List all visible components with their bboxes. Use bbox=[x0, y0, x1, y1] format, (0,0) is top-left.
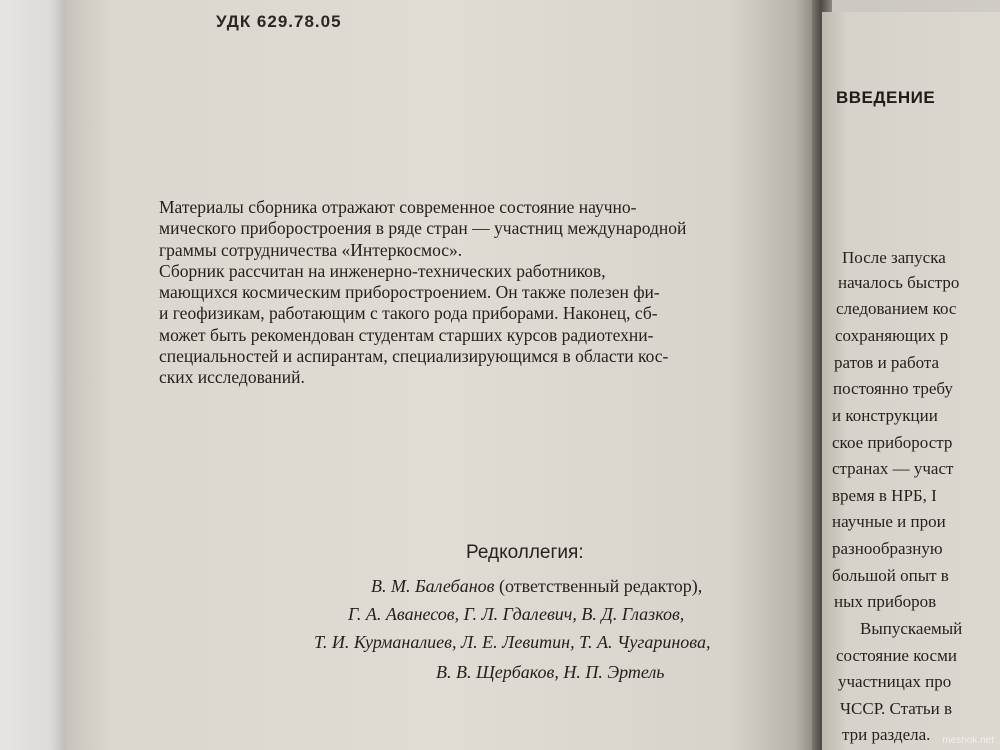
watermark: meshok.net bbox=[942, 735, 994, 746]
editorial-board-line: Г. А. Аванесов, Г. Л. Гдалевич, В. Д. Глазков, bbox=[348, 604, 685, 624]
abstract-line: мического приборостроения в ряде стран — участниц международной bbox=[159, 218, 687, 239]
udc-code: УДК 629.78.05 bbox=[216, 12, 342, 31]
introduction-line: и конструкции bbox=[832, 406, 938, 425]
introduction-line: ных приборов bbox=[834, 592, 937, 611]
abstract-line: мающихся космическим приборостроением. Он также полезен фи- bbox=[159, 282, 660, 303]
introduction-line: странах — участ bbox=[832, 459, 954, 478]
introduction-line: научные и прои bbox=[832, 512, 946, 531]
abstract bbox=[159, 197, 822, 389]
abstract-line: ских исследований. bbox=[159, 367, 305, 388]
right-page bbox=[822, 12, 1000, 750]
introduction-line: постоянно требу bbox=[833, 379, 953, 398]
introduction-line: участницах про bbox=[838, 672, 952, 691]
left-page bbox=[66, 0, 822, 750]
introduction-line: ратов и работа bbox=[834, 353, 940, 372]
introduction-line: разнообразную bbox=[832, 539, 943, 558]
editorial-board-title: Редколлегия: bbox=[466, 542, 584, 563]
chief-editor-note: (ответственный редактор), bbox=[494, 576, 703, 596]
introduction-line: началось быстро bbox=[838, 273, 960, 292]
editorial-board-line bbox=[371, 573, 702, 599]
abstract-line: граммы сотрудничества «Интеркосмос». bbox=[159, 239, 463, 260]
editorial-board-line: Т. И. Курманалиев, Л. Е. Левитин, Т. А. Чугаринова, bbox=[314, 632, 711, 652]
introduction-heading: ВВЕДЕНИЕ bbox=[836, 88, 936, 107]
introduction-line: ское приборостр bbox=[832, 433, 953, 452]
abstract-line: Сборник рассчитан на инженерно-технических работников, bbox=[159, 260, 606, 281]
introduction-line: Выпускаемый bbox=[860, 619, 963, 638]
abstract-line: специальностей и аспирантам, специализирующимся в области кос- bbox=[159, 346, 669, 367]
abstract-line: Материалы сборника отражают современное состояние научно- bbox=[159, 197, 637, 217]
introduction-line: После запуска bbox=[842, 248, 946, 267]
introduction-line: большой опыт в bbox=[832, 566, 949, 585]
introduction-line: время в НРБ, I bbox=[832, 486, 937, 505]
introduction-line: следованием кос bbox=[836, 299, 957, 318]
chief-editor-name: В. М. Балебанов bbox=[371, 576, 495, 596]
introduction-line: ЧССР. Статьи в bbox=[840, 699, 952, 718]
introduction-line: сохраняющих р bbox=[835, 326, 949, 345]
editorial-board-line: В. В. Щербаков, Н. П. Эртель bbox=[436, 662, 665, 682]
abstract-line: и геофизикам, работающим с такого рода приборами. Наконец, сб- bbox=[159, 303, 658, 324]
abstract-line: может быть рекомендован студентам старших курсов радиотехни- bbox=[159, 324, 654, 345]
introduction-line: три раздела. bbox=[842, 725, 931, 744]
introduction-line: состояние косми bbox=[836, 646, 957, 665]
